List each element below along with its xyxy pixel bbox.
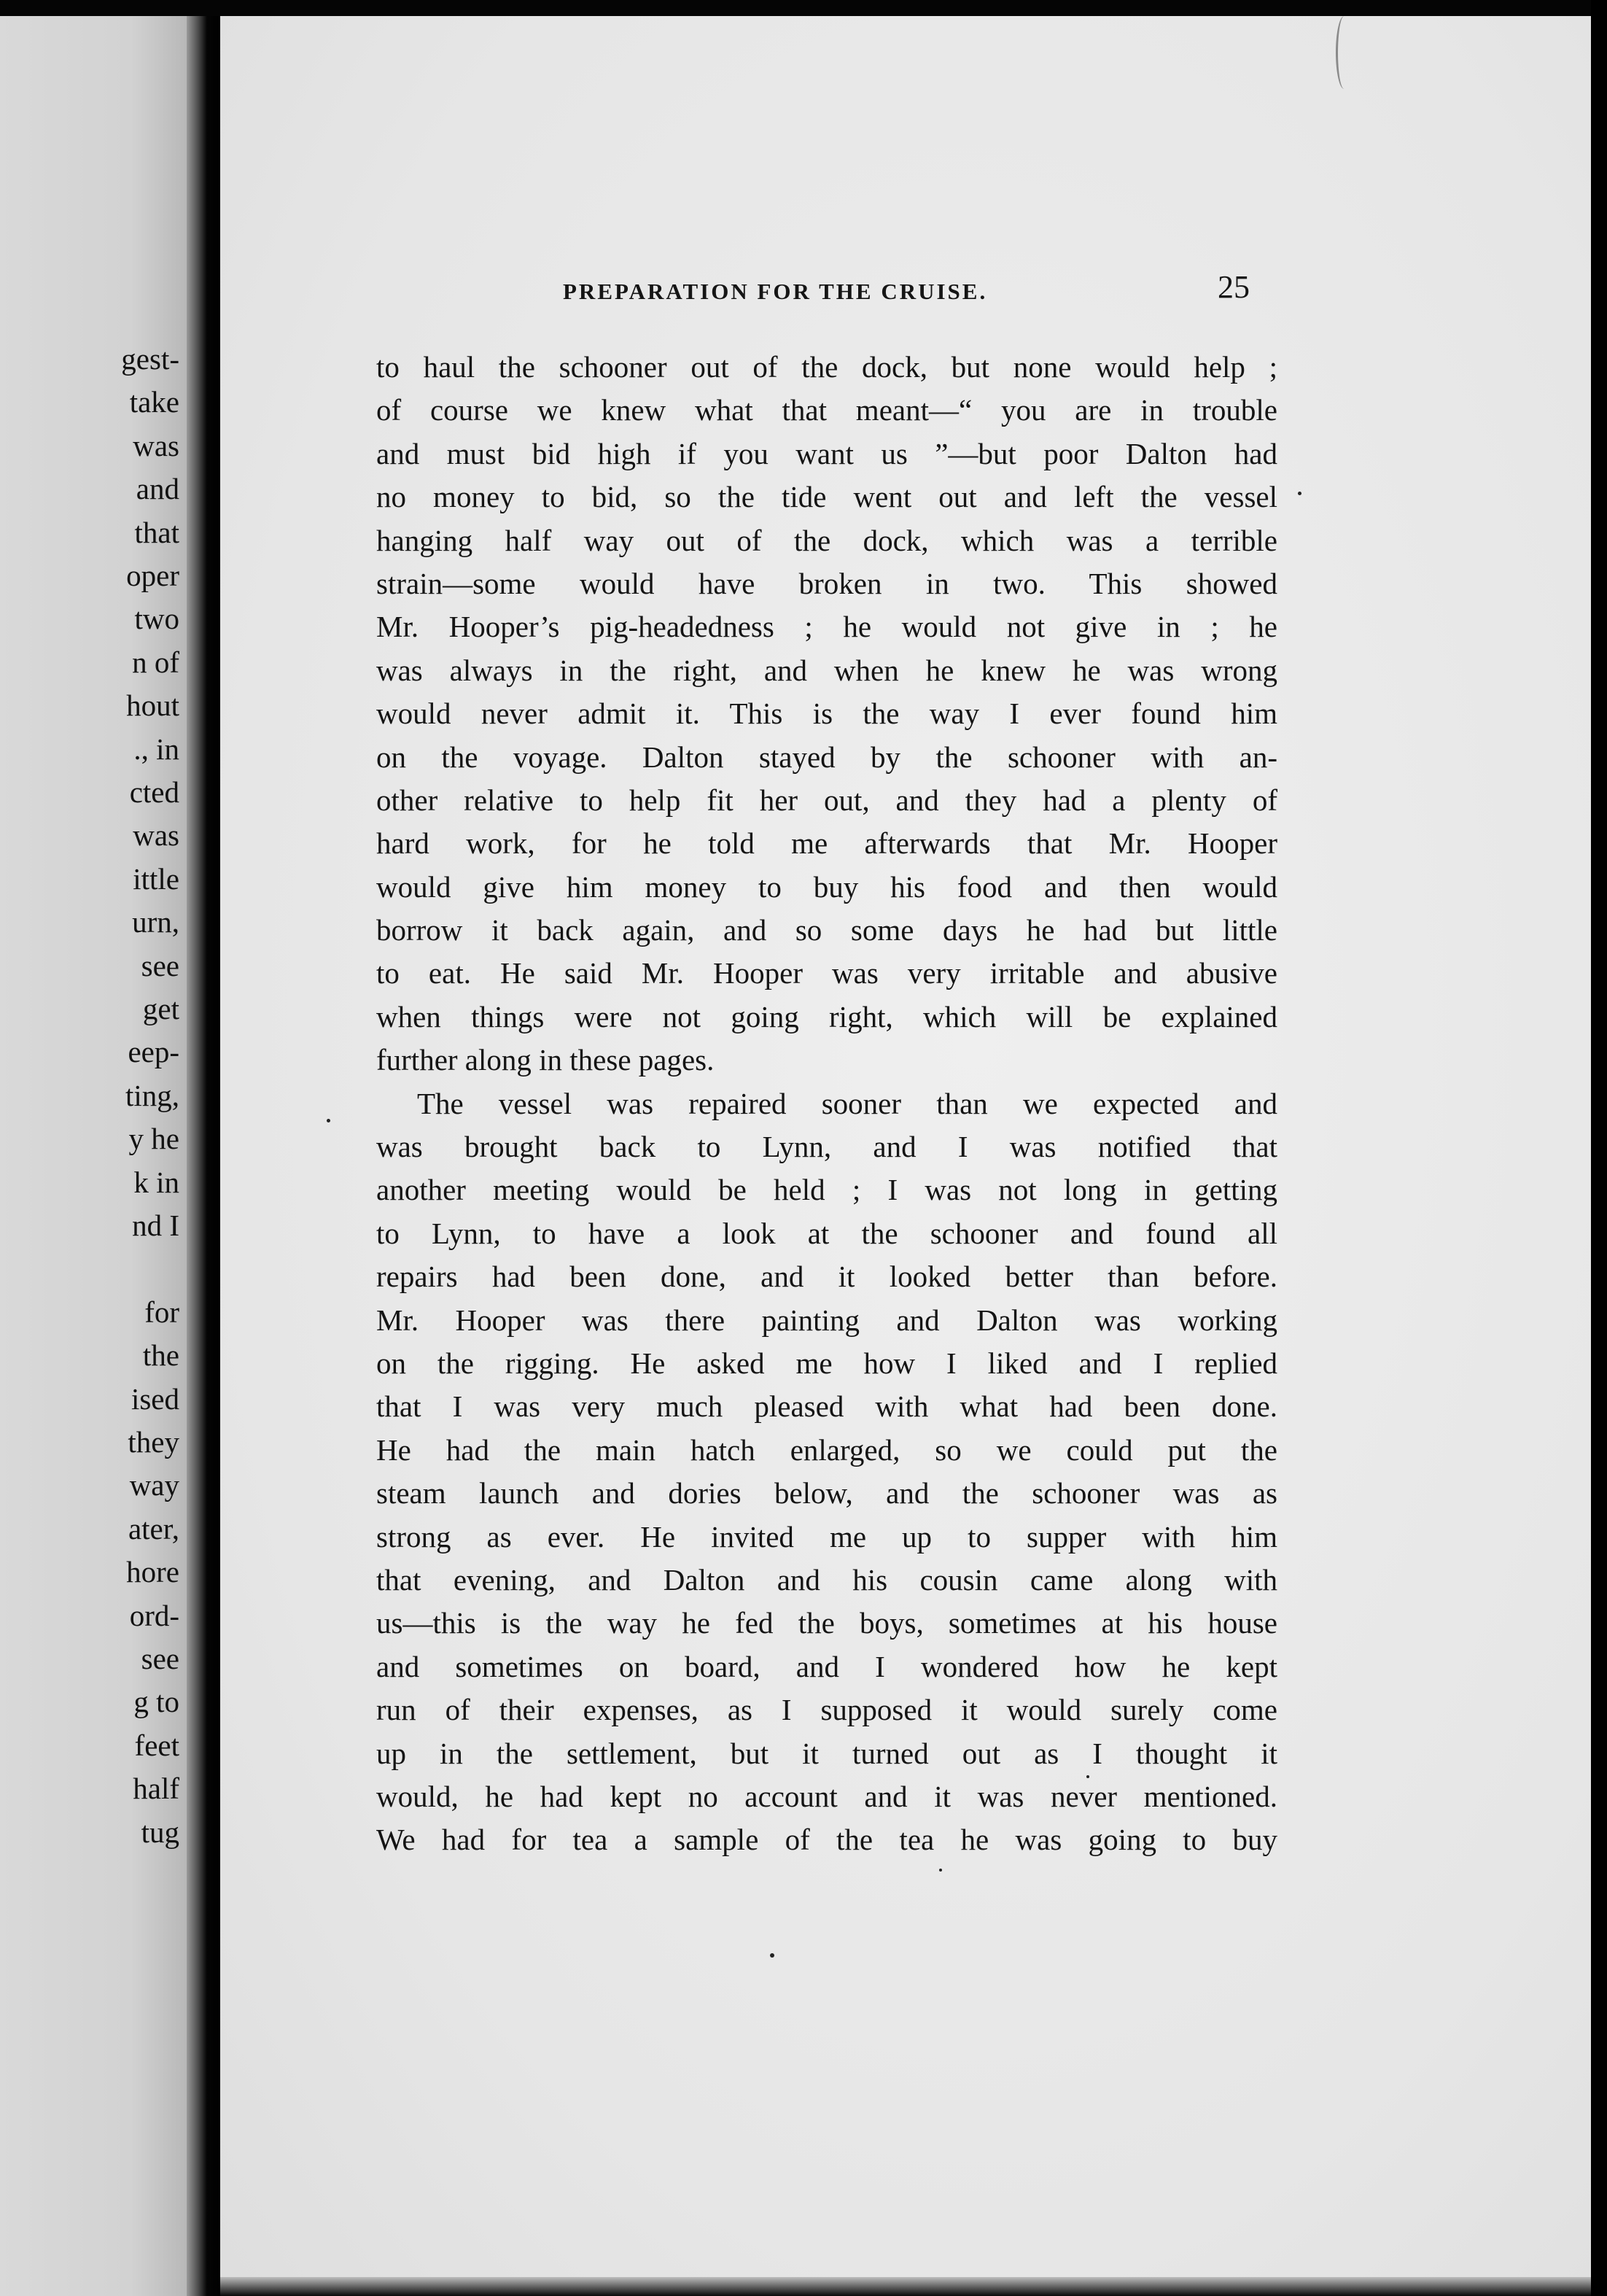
running-head: PREPARATION FOR THE CRUISE.: [563, 279, 988, 304]
text-line: on the rigging. He asked me how I liked and I replied: [376, 1346, 1277, 1380]
facing-page-line-fragment: ting,: [125, 1078, 179, 1112]
text-line: was brought back to Lynn, and I was notified that: [376, 1130, 1277, 1164]
facing-page-line-fragment: take: [129, 385, 179, 419]
text-line: would never admit it. This is the way I ever found him: [376, 697, 1277, 731]
text-line: would give him money to buy his food and then would: [376, 869, 1277, 904]
paragraph-last-line: further along in these pages.: [376, 1043, 715, 1077]
facing-page-line-fragment: g to: [133, 1685, 179, 1719]
text-line: would, he had kept no account and it was never mentioned.: [376, 1779, 1277, 1813]
facing-page-line-fragment: get: [142, 992, 179, 1025]
facing-page-line-fragment: that: [134, 515, 179, 549]
facing-page-line-fragment: ittle: [133, 861, 179, 896]
scan-top-edge: [0, 0, 1607, 16]
text-line: hanging half way out of the dock, which was a terrible: [376, 523, 1277, 557]
paragraph-first-line: The vessel was repaired sooner than we expected and: [417, 1086, 1277, 1120]
text-line: on the voyage. Dalton stayed by the schooner with an-: [376, 740, 1277, 774]
facing-page-line-fragment: urn,: [132, 905, 179, 939]
text-line: run of their expenses, as I supposed it would surely come: [376, 1693, 1277, 1727]
text-line: up in the settlement, but it turned out as I thought it: [376, 1736, 1277, 1770]
facing-page-line-fragment: eep-: [128, 1035, 179, 1069]
facing-page-line-fragment: y he: [128, 1122, 179, 1156]
text-line: us—this is the way he fed the boys, sometimes at his house: [376, 1606, 1277, 1640]
facing-page-line-fragment: ised: [131, 1381, 179, 1416]
book-gutter: [187, 16, 220, 2296]
facing-page-line-fragment: was: [133, 428, 179, 462]
text-line: and sometimes on board, and I wondered how he kept: [376, 1649, 1277, 1683]
text-line: of course we knew what that meant—“ you are in trouble: [376, 393, 1277, 427]
facing-page-line-fragment: for: [144, 1295, 179, 1329]
facing-page-line-fragment: see: [141, 948, 179, 982]
facing-page-line-fragment: hore: [126, 1555, 179, 1589]
scan-speck: [1298, 492, 1301, 495]
text-line: another meeting would be held ; I was not long in getting: [376, 1173, 1277, 1207]
text-line: when things were not going right, which will be explained: [376, 999, 1277, 1033]
page-bottom-shadow: [220, 2277, 1591, 2296]
page-number: 25: [1218, 269, 1250, 305]
facing-page-line-fragment: hout: [126, 689, 179, 723]
facing-page-line-fragment: nd I: [132, 1209, 179, 1242]
text-line: other relative to help fit her out, and they had a plenty of: [376, 783, 1277, 817]
scan-right-edge: [1591, 0, 1607, 2296]
text-line: borrow it back again, and so some days he had but little: [376, 913, 1277, 947]
book-page: [220, 16, 1591, 2277]
text-line: to Lynn, to have a look at the schooner and found all: [376, 1216, 1277, 1250]
text-line: that I was very much pleased with what had been done.: [376, 1389, 1277, 1424]
facing-page-line-fragment: ., in: [133, 732, 179, 766]
facing-page-line-fragment: they: [128, 1425, 179, 1459]
text-line: Mr. Hooper’s pig-headedness ; he would not give in ; he: [376, 610, 1277, 644]
text-line: We had for tea a sample of the tea he was going to buy: [376, 1823, 1277, 1857]
facing-page-line-fragment: way: [129, 1468, 179, 1502]
text-line: that evening, and Dalton and his cousin came along with: [376, 1562, 1277, 1597]
facing-page-line-fragment: and: [136, 472, 179, 506]
facing-page-line-fragment: cted: [129, 775, 179, 809]
scan-speck: [1086, 1775, 1089, 1778]
facing-page-line-fragment: ord-: [129, 1598, 179, 1632]
text-line: He had the main hatch enlarged, so we could put the: [376, 1432, 1277, 1467]
facing-page-line-fragment: half: [133, 1772, 179, 1806]
facing-page-line-fragment: two: [134, 602, 179, 636]
facing-page-line-fragment: ater,: [128, 1511, 179, 1545]
facing-page-line-fragment: feet: [134, 1728, 179, 1762]
scan-speck: [770, 1953, 774, 1958]
text-line: repairs had been done, and it looked better than before.: [376, 1260, 1277, 1294]
text-line: to eat. He said Mr. Hooper was very irritable and abusive: [376, 956, 1277, 990]
text-line: was always in the right, and when he knew he was wrong: [376, 653, 1277, 687]
text-line: to haul the schooner out of the dock, but none would help ;: [376, 350, 1277, 384]
body-text: [376, 346, 1277, 1862]
text-line: Mr. Hooper was there painting and Dalton was working: [376, 1303, 1277, 1337]
facing-page-line-fragment: see: [141, 1642, 179, 1675]
facing-page-line-fragment: gest-: [121, 342, 179, 376]
text-line: no money to bid, so the tide went out and left the vessel: [376, 480, 1277, 514]
text-line: steam launch and dories below, and the schooner was as: [376, 1476, 1277, 1510]
text-line: strong as ever. He invited me up to supper with him: [376, 1519, 1277, 1554]
facing-page-line-fragment: tug: [141, 1815, 179, 1849]
facing-page-line-fragment: was: [133, 818, 179, 853]
text-line: hard work, for he told me afterwards that Mr. Hooper: [376, 826, 1277, 861]
facing-page-line-fragment: n of: [132, 645, 179, 679]
facing-page-fragment: [0, 16, 187, 2296]
scan-scuff: [1336, 16, 1353, 89]
scan-speck: [939, 1869, 942, 1872]
scan-speck: [327, 1119, 330, 1122]
facing-page-line-fragment: the: [142, 1338, 179, 1373]
facing-page-line-fragment: k in: [133, 1165, 179, 1199]
text-line: and must bid high if you want us ”—but poor Dalton had: [376, 436, 1277, 470]
facing-page-line-fragment: oper: [126, 559, 179, 592]
text-line: strain—some would have broken in two. This showed: [376, 566, 1277, 600]
